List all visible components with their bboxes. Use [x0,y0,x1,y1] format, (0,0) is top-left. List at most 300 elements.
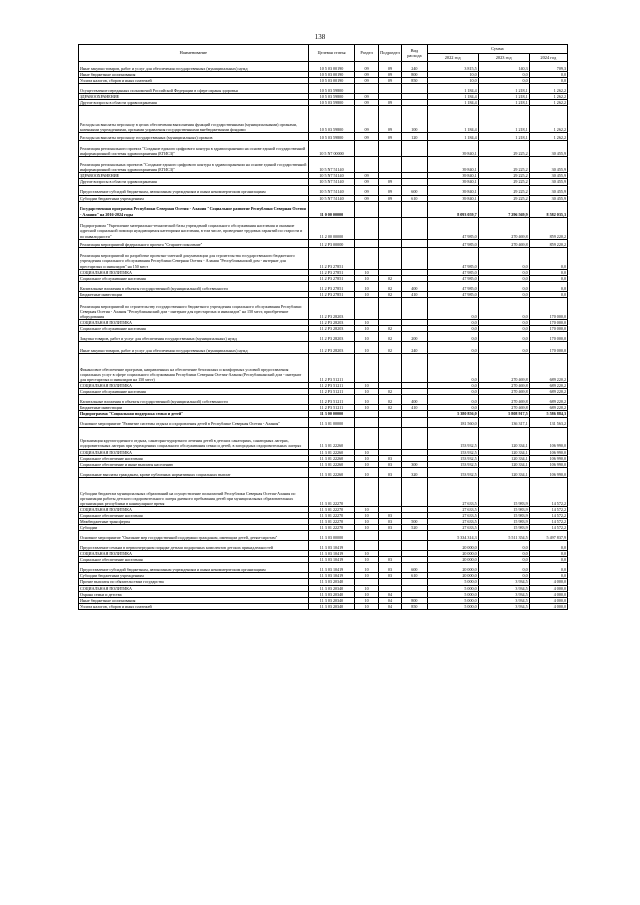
row-code: 11 3 01 22270 [308,518,355,524]
row-2024: 859 220,2 [529,239,567,247]
row-2024: 170 000,0 [529,297,567,319]
row-code: 11 3 03 20340 [308,585,355,591]
row-razdel: 09 [355,94,378,100]
row-razdel: 09 [355,100,378,106]
table-row [79,332,568,342]
row-razdel: 09 [355,62,378,72]
row-razdel: 10 [355,342,378,354]
table-row [79,217,568,239]
row-2023: 0,0 [478,551,529,557]
table-row [79,297,568,319]
row-name: СОЦИАЛЬНАЯ ПОЛИТИКА [79,319,309,325]
page-number: 138 [314,33,326,41]
row-2024: 14 572,2 [529,518,567,524]
row-vid [402,201,428,217]
row-code: 11 2 P3 28203 [308,342,355,354]
row-code: 11 3 01 22260 [308,449,355,455]
row-name: Основное мероприятие "Развитие системы отдыха и оздоровления детей в Республике Северная Осетия - Алания" [79,417,309,427]
row-code: 11 3 03 10419 [308,573,355,579]
row-razdel [355,427,378,449]
row-2024: 106 990,0 [529,427,567,449]
row-razdel [355,247,378,269]
row-2023: 0,0 [478,275,529,281]
row-vid: 600 [402,563,428,573]
row-name: Социальное обеспечение и иные выплаты населению [79,461,309,467]
row-code: 11 2 P3 51211 [308,395,355,405]
row-podrazdel [378,84,401,94]
row-vid [402,239,428,247]
row-2024: 689 220,2 [529,405,567,411]
row-2024: 1 262,2 [529,100,567,106]
row-vid: 240 [402,62,428,72]
row-2023: 15 983,9 [478,525,529,531]
row-razdel: 10 [355,512,378,518]
row-2024: 106 990,0 [529,455,567,461]
row-code: 11 2 P3 51211 [308,383,355,389]
row-2024: 30 455,9 [529,185,567,195]
table-row [79,141,568,157]
row-vid [402,477,428,506]
row-code: 11 3 01 22270 [308,477,355,506]
row-podrazdel: 09 [378,179,401,185]
row-vid: 500 [402,518,428,524]
row-2022: 3 815,5 [427,62,478,72]
table-row [79,354,568,383]
row-2022: 0,0 [427,383,478,389]
row-2022: 47 985,0 [427,291,478,297]
row-vid: 520 [402,525,428,531]
row-2024: 689 220,2 [529,389,567,395]
row-razdel: 10 [355,603,378,609]
row-code: 11 3 03 20340 [308,597,355,603]
row-podrazdel [378,157,401,173]
row-2024: 1 262,2 [529,84,567,94]
row-code: 10 5 N7 51140 [308,195,355,201]
row-razdel [355,84,378,94]
row-2022: 1 184,4 [427,100,478,106]
row-razdel: 10 [355,389,378,395]
row-2022: 0,0 [427,342,478,354]
table-row [79,247,568,269]
row-podrazdel [378,477,401,506]
row-podrazdel: 09 [378,195,401,201]
table-row [79,185,568,195]
row-name: Субсидии бюджетным учреждениям [79,195,309,201]
row-razdel: 10 [355,591,378,597]
row-razdel: 09 [355,185,378,195]
row-podrazdel [378,217,401,239]
row-razdel: 09 [355,106,378,133]
row-vid: 800 [402,72,428,78]
row-code: 11 2 P3 51211 [308,405,355,411]
row-podrazdel [378,201,401,217]
table-row [79,239,568,247]
row-2024: 5 586 884,3 [529,411,567,417]
row-razdel [355,417,378,427]
row-2024: 30 455,9 [529,141,567,157]
row-code: 11 3 01 00000 [308,417,355,427]
row-podrazdel: 02 [378,332,401,342]
row-2022: 0,0 [427,332,478,342]
row-code: 11 3 01 22270 [308,512,355,518]
row-vid: 850 [402,78,428,84]
row-2022: 47 985,0 [427,281,478,291]
row-razdel: 10 [355,291,378,297]
row-2022: 153 932,5 [427,455,478,461]
row-2022: 153 932,5 [427,467,478,477]
budget-table [78,44,568,610]
table-row [79,157,568,173]
row-2022: 39 840,1 [427,173,478,179]
row-2022: 47 985,0 [427,275,478,281]
row-2024: 0,0 [529,72,567,78]
row-2023: 120 334,1 [478,455,529,461]
row-razdel: 09 [355,195,378,201]
row-2022: 10,0 [427,78,478,84]
row-razdel: 10 [355,506,378,512]
row-name: ЗДРАВООХРАНЕНИЕ [79,173,309,179]
row-razdel: 10 [355,551,378,557]
header-2023: 2023 год [478,54,529,62]
row-name: Субсидии бюджетным учреждениям [79,573,309,579]
row-name: Капитальные вложения в объекты государственной (муниципальной) собственности [79,395,309,405]
row-2024: 30 455,9 [529,173,567,179]
row-2022: 10,0 [427,72,478,78]
row-2023: 0,0 [478,78,529,84]
row-razdel: 10 [355,319,378,325]
row-code: 10 5 N7 51140 [308,157,355,173]
row-2022: 1 184,4 [427,84,478,94]
row-2024: 106 990,0 [529,461,567,467]
row-2023: 3 934,5 [478,597,529,603]
row-2023: 0,0 [478,247,529,269]
row-vid [402,84,428,94]
row-code: 11 2 P3 28203 [308,319,355,325]
row-name: Капитальные вложения в объекты государственной (муниципальной) собственности [79,281,309,291]
row-2023: 0,0 [478,541,529,551]
row-code: 11 2 00 00000 [308,217,355,239]
row-code: 11 2 P3 28203 [308,332,355,342]
row-2023: 0,0 [478,319,529,325]
row-code: 11 2 P3 27851 [308,275,355,281]
row-podrazdel: 02 [378,395,401,405]
row-code: 10 5 03 59800 [308,94,355,100]
row-2023: 0,0 [478,573,529,579]
row-2023: 15 983,9 [478,518,529,524]
row-2022: 5 000,0 [427,603,478,609]
row-2023: 0,0 [478,269,529,275]
row-name: Межбюджетные трансферты [79,518,309,524]
row-podrazdel: 02 [378,281,401,291]
row-razdel: 10 [355,269,378,275]
row-razdel: 10 [355,585,378,591]
row-podrazdel [378,247,401,269]
row-name: Расходы на выплаты персоналу государственных (муниципальных) органов [79,133,309,141]
row-2023: 29 225,2 [478,141,529,157]
row-2024: 170 000,0 [529,326,567,332]
row-2023: 15 983,9 [478,512,529,518]
row-code: 11 3 03 20340 [308,591,355,597]
row-2023: 270 469,8 [478,383,529,389]
row-2024: 0,0 [529,78,567,84]
row-name: СОЦИАЛЬНАЯ ПОЛИТИКА [79,551,309,557]
row-name: Основное мероприятие "Оказание мер государственной поддержки гражданам, имеющим детей, детям-сиротам" [79,531,309,541]
table-body [79,62,568,610]
row-2022: 0,0 [427,326,478,332]
row-2022: 153 932,5 [427,461,478,467]
row-name: Социальное обеспечение населения [79,512,309,518]
row-2022: 5 380 856,0 [427,411,478,417]
row-name: Подпрограмма "Укрепление материально-технической базы учреждений социального обслуживания населения и оказание адресной социальной помощи нуждающимся категориям населения, в том числе, проведение трудовых гарантий по старости и по инвалидности" [79,217,309,239]
row-2023: 1 218,1 [478,84,529,94]
row-2022: 0,0 [427,297,478,319]
row-2023: 0,0 [478,281,529,291]
table-row [79,133,568,141]
row-2022: 27 633,5 [427,518,478,524]
row-vid [402,217,428,239]
row-2023: 1 218,1 [478,94,529,100]
row-vid: 400 [402,281,428,291]
row-code: 11 3 03 10419 [308,557,355,563]
row-vid: 300 [402,461,428,467]
row-code: 11 3 03 10419 [308,563,355,573]
table-row [79,84,568,94]
row-2024: 0,0 [529,551,567,557]
row-razdel: 10 [355,332,378,342]
row-podrazdel: 03 [378,557,401,563]
row-2024: 689 220,2 [529,354,567,383]
row-razdel: 10 [355,597,378,603]
row-name: Организация круглогодичного отдыха, санаторно-курортного лечения детей в детских санаториях, санаторных лагерях, оздоровительных лагерях при учреждениях социального обслуживания семьи и детей, в загородных оздоровительных лагерях [79,427,309,449]
row-razdel [355,217,378,239]
row-razdel [355,141,378,157]
row-code: 11 2 P3 27851 [308,269,355,275]
table-row [79,563,568,573]
row-2022: 20 000,0 [427,551,478,557]
header-vid: Вид расхода [402,45,428,62]
row-2022: 5 000,0 [427,597,478,603]
row-2023: 270 469,8 [478,395,529,405]
row-podrazdel [378,297,401,319]
row-2023: 29 225,2 [478,173,529,179]
row-2023: 120 334,1 [478,427,529,449]
row-2024: 689 220,2 [529,383,567,389]
row-razdel [355,541,378,551]
row-2024: 0,0 [529,541,567,551]
row-podrazdel: 03 [378,518,401,524]
row-2022: 0,0 [427,354,478,383]
row-name: Реализация мероприятий по разработке проектно-сметной документации для строительства государственного бюджетного учреждения социального обслуживания Республики Северная Осетия - Алания "Республиканский дом - интернат для престарелых и инвалидов" на 150 мест [79,247,309,269]
row-name: Субсидии бюджетам муниципальных образований на осуществление полномочий Республики Северная Осетия-Алания по организации работы детского оздоровительного лагеря дневного пребывания детей при муниципальных образовательных организациях республики в каникулярное время [79,477,309,506]
row-razdel: 10 [355,449,378,455]
row-name: Иные бюджетные ассигнования [79,597,309,603]
table-row [79,342,568,354]
row-2024: 1 262,2 [529,106,567,133]
row-podrazdel [378,417,401,427]
row-podrazdel: 04 [378,591,401,597]
row-2024: 689 220,2 [529,395,567,405]
row-2024: 14 572,2 [529,512,567,518]
row-code: 11 2 P3 28203 [308,326,355,332]
row-podrazdel: 02 [378,342,401,354]
row-2024: 170 000,0 [529,319,567,325]
row-2022: 39 840,1 [427,185,478,195]
row-2023: 3 934,5 [478,579,529,585]
row-name: Уплата налогов, сборов и иных платежей [79,603,309,609]
row-podrazdel [378,427,401,449]
row-code: 11 2 P3 00000 [308,239,355,247]
row-2023: 270 469,8 [478,217,529,239]
row-2024: 14 572,2 [529,477,567,506]
row-2023: 7 296 569,9 [478,201,529,217]
row-2023: 140,3 [478,62,529,72]
row-2022: 27 633,5 [427,477,478,506]
row-vid: 600 [402,185,428,195]
row-2023: 29 225,2 [478,157,529,173]
row-2024: 4 000,0 [529,579,567,585]
row-name: СОЦИАЛЬНАЯ ПОЛИТИКА [79,506,309,512]
row-name: Предоставление семьям в первоочередном порядке детьми подарочных комплектов детских принадлежностей [79,541,309,551]
row-name: Предоставление субсидий бюджетным, автономным учреждениям и иным некоммерческим организациям [79,185,309,195]
row-code: 10 5 03 00190 [308,72,355,78]
header-razdel: Раздел [355,45,378,62]
row-2022: 27 633,5 [427,512,478,518]
row-vid: 240 [402,342,428,354]
row-podrazdel: 09 [378,133,401,141]
row-2022: 39 840,1 [427,157,478,173]
row-razdel: 10 [355,275,378,281]
row-razdel: 10 [355,281,378,291]
row-razdel [355,531,378,541]
row-2022: 1 184,4 [427,106,478,133]
row-code: 10 5 03 59800 [308,106,355,133]
row-2024: 0,0 [529,275,567,281]
row-2022: 1 184,4 [427,133,478,141]
row-2024: 131 563,2 [529,417,567,427]
row-2024: 170 000,0 [529,332,567,342]
row-vid: 800 [402,597,428,603]
row-code: 10 5 03 59800 [308,133,355,141]
row-2023: 120 334,1 [478,461,529,467]
row-code: 11 2 P3 51211 [308,354,355,383]
row-razdel: 10 [355,573,378,579]
row-vid: 400 [402,395,428,405]
row-podrazdel: 09 [378,62,401,72]
row-2022: 0,0 [427,319,478,325]
row-razdel: 10 [355,557,378,563]
row-2023: 15 983,9 [478,477,529,506]
row-vid: 610 [402,573,428,579]
row-podrazdel [378,531,401,541]
row-vid: 120 [402,133,428,141]
row-2023: 3 934,5 [478,591,529,597]
row-2024: 4 000,0 [529,585,567,591]
row-2022: 20 000,0 [427,563,478,573]
table-row [79,395,568,405]
row-2023: 1 218,1 [478,133,529,141]
row-2024: 14 572,2 [529,506,567,512]
row-2023: 0,0 [478,557,529,563]
row-name: Уплата налогов, сборов и иных платежей [79,78,309,84]
row-vid: 320 [402,467,428,477]
row-2024: 859 220,2 [529,217,567,239]
row-2024: 106 990,0 [529,449,567,455]
row-2022: 20 000,0 [427,573,478,579]
row-2022: 47 985,0 [427,239,478,247]
row-2023: 270 469,8 [478,239,529,247]
row-2022: 0,0 [427,395,478,405]
row-2024: 0,0 [529,557,567,563]
row-code: 11 3 03 20340 [308,603,355,609]
table-row [79,106,568,133]
row-2023: 0,0 [478,297,529,319]
row-name: Реализация региональных проектов "Создание единого цифрового контура в здравоохранении на основе единой государственной информационной системы здравоохранения (ЕГИСЗ)" [79,157,309,173]
row-podrazdel: 09 [378,78,401,84]
row-2024: 106 990,0 [529,467,567,477]
row-2023: 0,0 [478,563,529,573]
row-2023: 0,0 [478,291,529,297]
row-name: Государственная программа Республики Северная Осетия - Алания "Социальное развитие Республики Северная Осетия - Алания" на 2016-2024 годы [79,201,309,217]
row-2024: 709,3 [529,62,567,72]
row-2023: 0,0 [478,342,529,354]
row-podrazdel: 03 [378,563,401,573]
row-razdel: 10 [355,326,378,332]
row-vid: 200 [402,332,428,342]
header-sum: Сумма [427,45,567,54]
row-2024: 0,0 [529,573,567,579]
row-code: 11 2 P3 27851 [308,281,355,291]
row-2022: 27 633,5 [427,525,478,531]
header-code: Целевая статья [308,45,355,62]
row-razdel: 10 [355,467,378,477]
row-2024: 4 000,0 [529,597,567,603]
row-name: Другие вопросы в области здравоохранения [79,179,309,185]
row-code: 11 3 01 22270 [308,525,355,531]
row-2022: 5 000,0 [427,591,478,597]
row-vid: 410 [402,405,428,411]
table-row [79,531,568,541]
row-2024: 1 262,2 [529,94,567,100]
row-2023: 5 808 917,5 [478,411,529,417]
table-row [79,541,568,551]
row-name: СОЦИАЛЬНАЯ ПОЛИТИКА [79,585,309,591]
row-name: Закупка товаров, работ и услуг для обеспечения государственных (муниципальных) нужд [79,332,309,342]
row-razdel: 10 [355,395,378,405]
row-code: 10 5 N7 51140 [308,185,355,195]
row-code: 10 5 03 59800 [308,84,355,94]
row-name: Предоставление субсидий бюджетным, автономным учреждениям и иным некоммерческим организациям [79,563,309,573]
row-2023: 0,0 [478,332,529,342]
row-podrazdel: 02 [378,326,401,332]
row-2022: 5 000,0 [427,585,478,591]
row-2022: 47 985,0 [427,247,478,269]
row-podrazdel: 03 [378,455,401,461]
row-name: Субсидии [79,525,309,531]
row-2022: 47 985,0 [427,269,478,275]
row-name: Охрана семьи и детства [79,591,309,597]
row-code: 10 5 03 00190 [308,62,355,72]
row-vid [402,141,428,157]
table-header [79,45,568,62]
row-2022: 39 840,1 [427,195,478,201]
row-podrazdel [378,541,401,551]
row-code: 11 2 P3 51211 [308,389,355,395]
row-2022: 27 633,5 [427,506,478,512]
row-2023: 29 225,2 [478,179,529,185]
row-vid: 850 [402,603,428,609]
row-2022: 153 932,5 [427,427,478,449]
row-2024: 1 262,2 [529,133,567,141]
